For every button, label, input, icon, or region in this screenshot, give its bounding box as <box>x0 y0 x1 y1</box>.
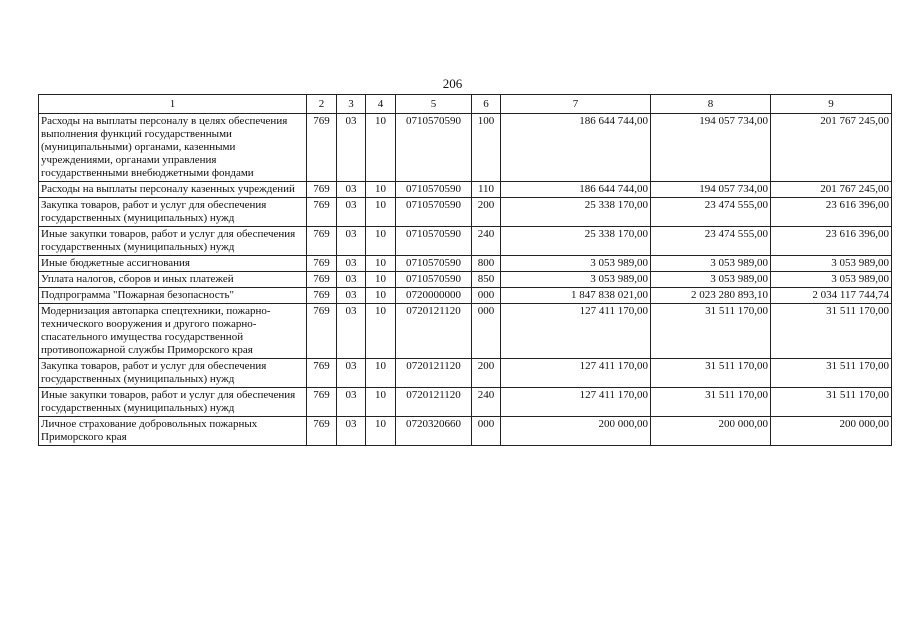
column-header: 6 <box>472 95 501 114</box>
expense-name-cell: Иные закупки товаров, работ и услуг для обеспечения государственных (муниципальных) нужд <box>39 388 307 417</box>
expense-name-cell: Иные закупки товаров, работ и услуг для обеспечения государственных (муниципальных) нужд <box>39 227 307 256</box>
amount-col9-cell: 200 000,00 <box>771 417 892 446</box>
section-code-cell: 03 <box>337 359 366 388</box>
ministry-code-cell: 769 <box>307 417 337 446</box>
expense-type-cell: 240 <box>472 388 501 417</box>
amount-col9-cell: 2 034 117 744,74 <box>771 288 892 304</box>
expense-type-cell: 800 <box>472 256 501 272</box>
amount-col7-cell: 3 053 989,00 <box>501 272 651 288</box>
amount-col7-cell: 186 644 744,00 <box>501 182 651 198</box>
expense-name-cell: Модернизация автопарка спецтехники, пожарно-технического вооружения и другого пожарно-спасательного имущества государственной противопожарной службы Приморского края <box>39 304 307 359</box>
expense-type-cell: 000 <box>472 304 501 359</box>
column-header: 2 <box>307 95 337 114</box>
column-header: 7 <box>501 95 651 114</box>
ministry-code-cell: 769 <box>307 256 337 272</box>
subsection-code-cell: 10 <box>366 256 396 272</box>
amount-col9-cell: 3 053 989,00 <box>771 272 892 288</box>
amount-col8-cell: 31 511 170,00 <box>651 388 771 417</box>
table-row <box>39 256 892 272</box>
expense-name-cell: Закупка товаров, работ и услуг для обеспечения государственных (муниципальных) нужд <box>39 359 307 388</box>
amount-col8-cell: 31 511 170,00 <box>651 304 771 359</box>
table-row <box>39 304 892 359</box>
amount-col9-cell: 31 511 170,00 <box>771 388 892 417</box>
amount-col7-cell: 25 338 170,00 <box>501 227 651 256</box>
target-article-cell: 0710570590 <box>396 227 472 256</box>
amount-col9-cell: 23 616 396,00 <box>771 227 892 256</box>
subsection-code-cell: 10 <box>366 272 396 288</box>
table-row <box>39 182 892 198</box>
expense-type-cell: 850 <box>472 272 501 288</box>
amount-col8-cell: 2 023 280 893,10 <box>651 288 771 304</box>
section-code-cell: 03 <box>337 182 366 198</box>
subsection-code-cell: 10 <box>366 114 396 182</box>
header-row <box>39 95 892 114</box>
subsection-code-cell: 10 <box>366 388 396 417</box>
ministry-code-cell: 769 <box>307 304 337 359</box>
target-article-cell: 0720121120 <box>396 388 472 417</box>
expense-name-cell: Расходы на выплаты персоналу в целях обеспечения выполнения функций государственными (муниципальными) органами, казенными учреждениями, органами управления государственными внебюджетными фондами <box>39 114 307 182</box>
target-article-cell: 0710570590 <box>396 256 472 272</box>
subsection-code-cell: 10 <box>366 359 396 388</box>
amount-col8-cell: 31 511 170,00 <box>651 359 771 388</box>
section-code-cell: 03 <box>337 388 366 417</box>
section-code-cell: 03 <box>337 304 366 359</box>
section-code-cell: 03 <box>337 256 366 272</box>
table-row <box>39 198 892 227</box>
amount-col9-cell: 31 511 170,00 <box>771 359 892 388</box>
target-article-cell: 0710570590 <box>396 114 472 182</box>
section-code-cell: 03 <box>337 272 366 288</box>
column-header: 1 <box>39 95 307 114</box>
subsection-code-cell: 10 <box>366 182 396 198</box>
column-header: 4 <box>366 95 396 114</box>
expense-type-cell: 100 <box>472 114 501 182</box>
amount-col8-cell: 23 474 555,00 <box>651 227 771 256</box>
expense-name-cell: Расходы на выплаты персоналу казенных учреждений <box>39 182 307 198</box>
target-article-cell: 0710570590 <box>396 272 472 288</box>
ministry-code-cell: 769 <box>307 114 337 182</box>
page-number: 206 <box>442 76 463 91</box>
table-row <box>39 417 892 446</box>
section-code-cell: 03 <box>337 288 366 304</box>
table-body <box>39 114 892 446</box>
amount-col9-cell: 201 767 245,00 <box>771 114 892 182</box>
table-row <box>39 388 892 417</box>
amount-col7-cell: 25 338 170,00 <box>501 198 651 227</box>
section-code-cell: 03 <box>337 114 366 182</box>
expense-name-cell: Иные бюджетные ассигнования <box>39 256 307 272</box>
amount-col7-cell: 200 000,00 <box>501 417 651 446</box>
target-article-cell: 0720000000 <box>396 288 472 304</box>
target-article-cell: 0710570590 <box>396 198 472 227</box>
column-header: 3 <box>337 95 366 114</box>
section-code-cell: 03 <box>337 198 366 227</box>
expense-type-cell: 000 <box>472 417 501 446</box>
expense-name-cell: Уплата налогов, сборов и иных платежей <box>39 272 307 288</box>
ministry-code-cell: 769 <box>307 359 337 388</box>
column-header: 5 <box>396 95 472 114</box>
amount-col8-cell: 3 053 989,00 <box>651 272 771 288</box>
amount-col8-cell: 3 053 989,00 <box>651 256 771 272</box>
section-code-cell: 03 <box>337 227 366 256</box>
expense-type-cell: 200 <box>472 359 501 388</box>
expense-type-cell: 200 <box>472 198 501 227</box>
subsection-code-cell: 10 <box>366 198 396 227</box>
amount-col7-cell: 186 644 744,00 <box>501 114 651 182</box>
ministry-code-cell: 769 <box>307 198 337 227</box>
target-article-cell: 0710570590 <box>396 182 472 198</box>
expense-name-cell: Подпрограмма "Пожарная безопасность" <box>39 288 307 304</box>
subsection-code-cell: 10 <box>366 304 396 359</box>
expense-type-cell: 110 <box>472 182 501 198</box>
target-article-cell: 0720320660 <box>396 417 472 446</box>
amount-col7-cell: 127 411 170,00 <box>501 359 651 388</box>
amount-col8-cell: 23 474 555,00 <box>651 198 771 227</box>
table-row <box>39 359 892 388</box>
target-article-cell: 0720121120 <box>396 304 472 359</box>
expense-type-cell: 240 <box>472 227 501 256</box>
ministry-code-cell: 769 <box>307 182 337 198</box>
section-code-cell: 03 <box>337 417 366 446</box>
ministry-code-cell: 769 <box>307 288 337 304</box>
target-article-cell: 0720121120 <box>396 359 472 388</box>
amount-col8-cell: 194 057 734,00 <box>651 114 771 182</box>
amount-col9-cell: 31 511 170,00 <box>771 304 892 359</box>
table-row <box>39 272 892 288</box>
ministry-code-cell: 769 <box>307 388 337 417</box>
subsection-code-cell: 10 <box>366 417 396 446</box>
ministry-code-cell: 769 <box>307 227 337 256</box>
amount-col7-cell: 127 411 170,00 <box>501 304 651 359</box>
ministry-code-cell: 769 <box>307 272 337 288</box>
amount-col7-cell: 1 847 838 021,00 <box>501 288 651 304</box>
budget-table <box>38 94 892 446</box>
subsection-code-cell: 10 <box>366 288 396 304</box>
amount-col8-cell: 200 000,00 <box>651 417 771 446</box>
table-row <box>39 227 892 256</box>
column-header: 9 <box>771 95 892 114</box>
column-header: 8 <box>651 95 771 114</box>
table-row <box>39 114 892 182</box>
amount-col7-cell: 127 411 170,00 <box>501 388 651 417</box>
expense-name-cell: Закупка товаров, работ и услуг для обеспечения государственных (муниципальных) нужд <box>39 198 307 227</box>
amount-col8-cell: 194 057 734,00 <box>651 182 771 198</box>
amount-col9-cell: 3 053 989,00 <box>771 256 892 272</box>
table-row <box>39 288 892 304</box>
amount-col9-cell: 23 616 396,00 <box>771 198 892 227</box>
amount-col9-cell: 201 767 245,00 <box>771 182 892 198</box>
subsection-code-cell: 10 <box>366 227 396 256</box>
amount-col7-cell: 3 053 989,00 <box>501 256 651 272</box>
expense-name-cell: Личное страхование добровольных пожарных Приморского края <box>39 417 307 446</box>
expense-type-cell: 000 <box>472 288 501 304</box>
